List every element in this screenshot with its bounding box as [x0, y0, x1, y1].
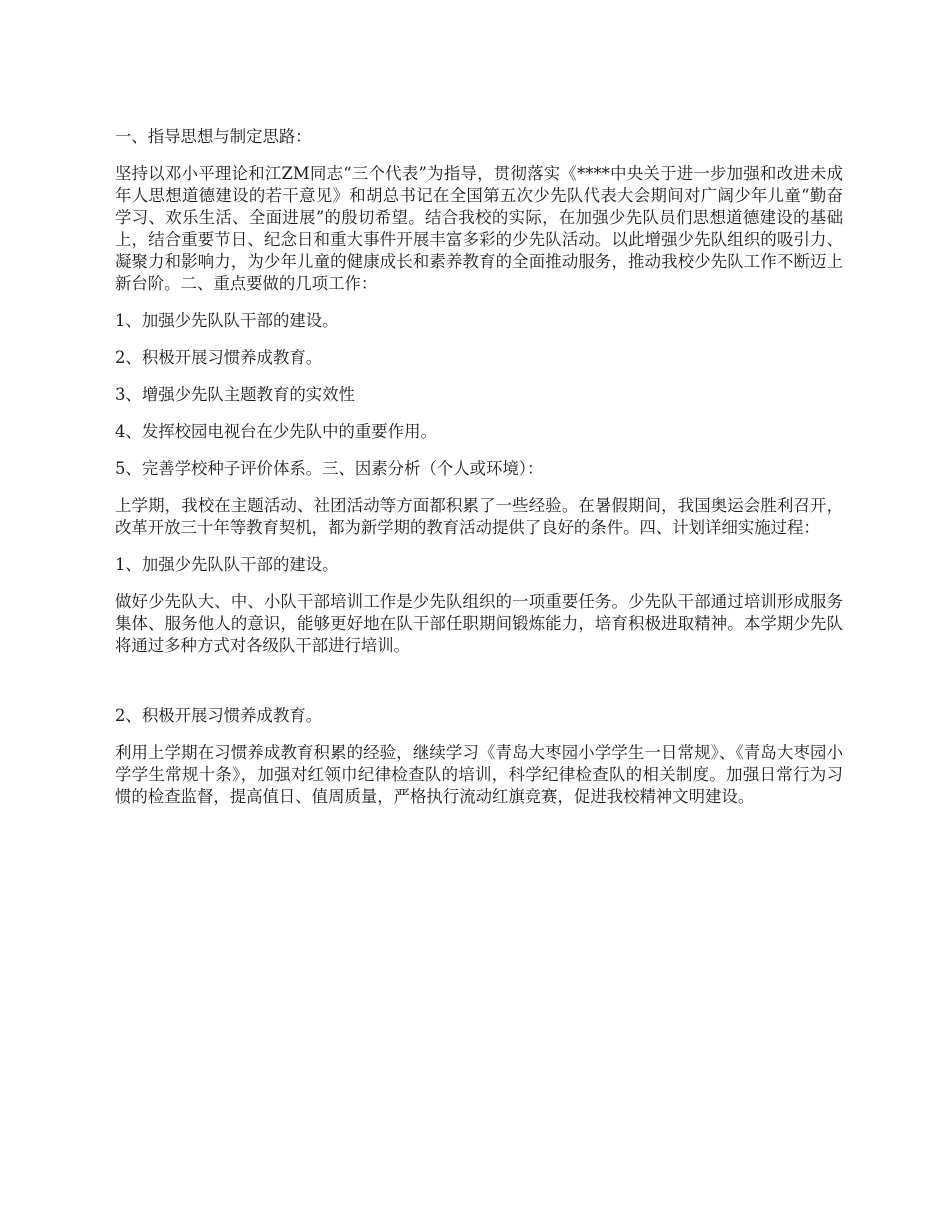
paragraph-guiding-ideology: 坚持以邓小平理论和江ZM同志“三个代表”为指导，贯彻落实《****中央关于进一步加强和改进未成年人思想道德建设的若干意见》和胡总书记在全国第五次少先队代表大会期间对广阔少年儿童“勤奋学习、欢乐生活、全面进展”的殷切希望。结合我校的实际，在加强少先队员们思想道德建设的基础上，结合重要节日、纪念日和重大事件开展丰富多彩的少先队活动。以此增强少先队组织的吸引力、凝聚力和影响力，为少年儿童的健康成长和素养教育的全面推动服务，推动我校少先队工作不断迈上新台阶。二、重点要做的几项工作：: [115, 164, 843, 293]
list-item-2: 2、积极开展习惯养成教育。: [115, 348, 323, 367]
subheading-cadre-building: 1、加强少先队队干部的建设。: [115, 555, 339, 574]
paragraph-factor-analysis: 上学期，我校在主题活动、社团活动等方面都积累了一些经验。在暑假期间，我国奥运会胜利召开，改革开放三十年等教育契机，都为新学期的教育活动提供了良好的条件。四、计划详细实施过程：: [115, 496, 843, 537]
list-item-5: 5、完善学校种子评价体系。三、因素分析（个人或环境）：: [115, 459, 544, 478]
section-heading-guiding-ideology: 一、指导思想与制定思路：: [115, 127, 312, 146]
paragraph-cadre-training: 做好少先队大、中、小队干部培训工作是少先队组织的一项重要任务。少先队干部通过培训形成服务集体、服务他人的意识，能够更好地在队干部任职期间锻炼能力，培育积极进取精神。本学期少先队将通过多种方式对各级队干部进行培训。: [115, 592, 843, 655]
document-body: [115, 126, 843, 823]
subheading-habit-education: 2、积极开展习惯养成教育。: [115, 706, 323, 725]
list-item-1: 1、加强少先队队干部的建设。: [115, 311, 339, 330]
paragraph-habit-education: 利用上学期在习惯养成教育积累的经验，继续学习《青岛大枣园小学学生一日常规》、《青岛大枣园小学学生常规十条》，加强对红领巾纪律检查队的培训，科学纪律检查队的相关制度。加强日常行为习惯的检查监督，提高值日、值周质量，严格执行流动红旗竞赛，促进我校精神文明建设。: [115, 743, 843, 806]
list-item-4: 4、发挥校园电视台在少先队中的重要作用。: [115, 422, 437, 441]
list-item-3: 3、增强少先队主题教育的实效性: [115, 385, 355, 404]
